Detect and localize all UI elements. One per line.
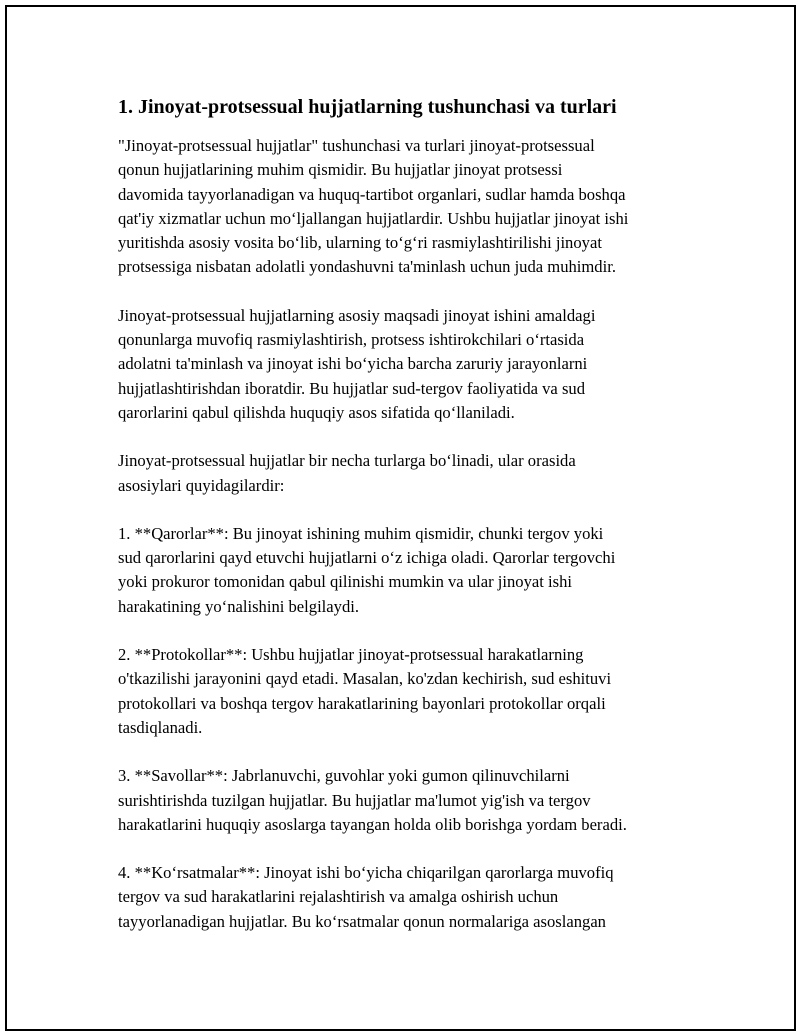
list-item-qarorlar: 1. **Qarorlar**: Bu jinoyat ishining muhim qismidir, chunki tergov yoki sud qarorlarini qayd etuvchi hujjatlarni o‘z ichiga oladi. Qarorlar tergovchi yoki prokuror tomonidan qabul qilinishi mumkin va ular jinoyat ishi harakatining yo‘nalishini belgilaydi. — [118, 523, 616, 616]
document-body — [118, 94, 688, 958]
document-title: 1. Jinoyat-protsessual hujjatlarning tushunchasi va turlari — [118, 96, 617, 118]
list-item-savollar: 3. **Savollar**: Jabrlanuvchi, guvohlar yoki gumon qilinuvchilarni surishtirishda tuzilgan hujjatlar. Bu hujjatlar ma'lumot yig'ish va tergov harakatlarini huquqiy asoslarga tayangan holda olib borishga yordam beradi. — [118, 766, 627, 834]
list-item-korsatmalar: 4. **Ko‘rsatmalar**: Jinoyat ishi bo‘yicha chiqarilgan qarorlarga muvofiq tergov va sud harakatlarini rejalashtirish va amalga oshirish uchun tayyorlanadigan hujjatlar. Bu ko‘rsatmalar qonun normalariga asoslangan — [118, 863, 614, 931]
list-item-protokollar: 2. **Protokollar**: Ushbu hujjatlar jinoyat-protsessual harakatlarning o'tkazilishi jarayonini qayd etadi. Masalan, ko'zdan kechirish, sud eshituvi protokollari va boshqa tergov harakatlarining bayonlari protokollar orqali tasdiqlanadi. — [118, 645, 612, 737]
paragraph-intro: "Jinoyat-protsessual hujjatlar" tushunchasi va turlari jinoyat-protsessual qonun hujjatlarining muhim qismidir. Bu hujjatlar jinoyat protsessi davomida tayyorlanadigan va huquq-tartibot organlari, sudlar hamda boshqa qat'iy xizmatlar uchun mo‘ljallangan hujjatlardir. Ushbu hujjatlar jinoyat ishi yuritishda asosiy vosita bo‘lib, ularning to‘g‘ri rasmiylashtirilishi jinoyat protsessiga nisbatan adolatli yondashuvni ta'minlash uchun juda muhimdir. — [118, 136, 629, 277]
paragraph-types-intro: Jinoyat-protsessual hujjatlar bir necha turlarga bo‘linadi, ular orasida asosiylari quyidagilardir: — [118, 451, 576, 495]
paragraph-purpose: Jinoyat-protsessual hujjatlarning asosiy maqsadi jinoyat ishini amaldagi qonunlarga muvofiq rasmiylashtirish, protsess ishtirokchilari o‘rtasida adolatni ta'minlash va jinoyat ishi bo‘yicha barcha zaruriy jarayonlarni hujjatlashtirishdan iboratdir. Bu hujjatlar sud-tergov faoliyatida va sud qarorlarini qabul qilishda huquqiy asos sifatida qo‘llaniladi. — [118, 305, 596, 422]
